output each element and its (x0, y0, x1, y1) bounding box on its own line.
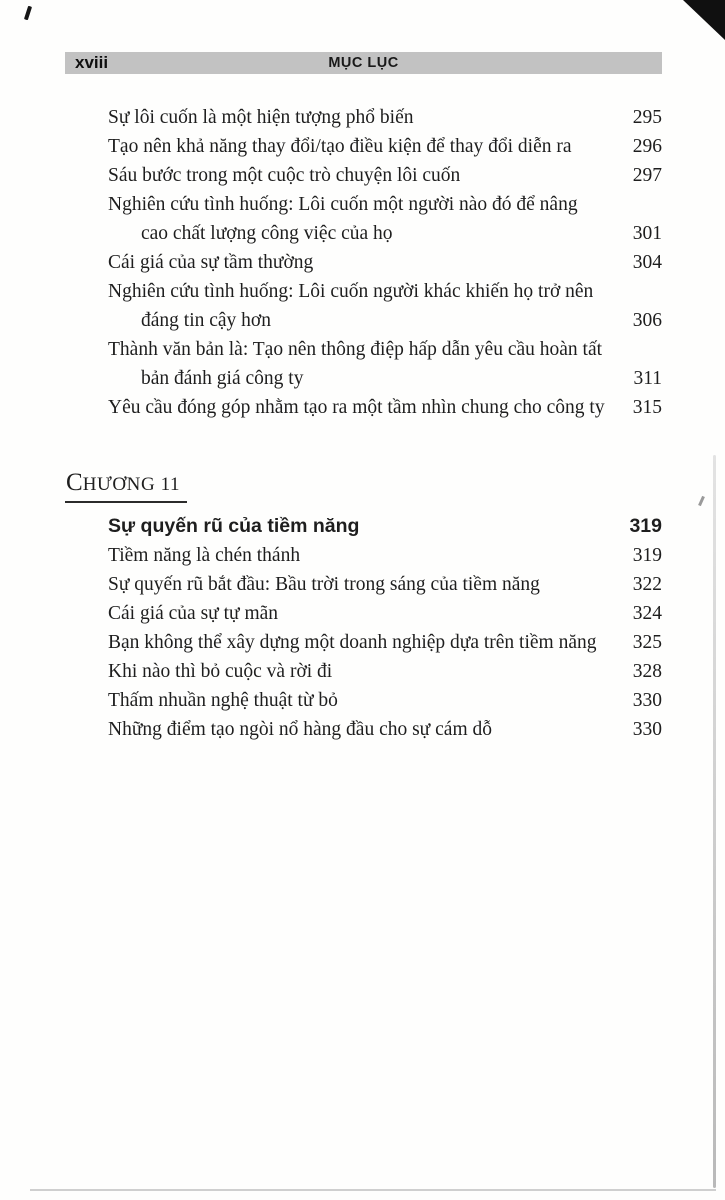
toc-entry-text: Yêu cầu đóng góp nhằm tạo ra một tầm nhìn chung cho công ty (108, 397, 605, 418)
scan-artifact-top-left (24, 6, 32, 21)
toc-entry-page: 304 (632, 252, 662, 273)
chapter-title-page: 319 (629, 515, 662, 537)
page-edge-shadow-bottom (30, 1189, 716, 1191)
toc-entry (65, 628, 662, 657)
table-of-contents (65, 103, 662, 744)
toc-entry-page: 301 (632, 223, 662, 244)
toc-entry-page: 295 (632, 107, 662, 128)
toc-entry-page: 324 (632, 603, 662, 624)
toc-entry-text: Sự quyến rũ bắt đầu: Bầu trời trong sáng của tiềm năng (108, 574, 540, 595)
toc-entry (65, 393, 662, 422)
toc-section-previous-chapter (65, 103, 662, 422)
toc-entry-text: Cái giá của sự tự mãn (108, 603, 279, 624)
page-content (65, 52, 662, 744)
toc-entry-page: 297 (632, 165, 662, 186)
toc-entry (65, 715, 662, 744)
toc-entry-text: Khi nào thì bỏ cuộc và rời đi (108, 661, 333, 682)
toc-entry-text: Nghiên cứu tình huống: Lôi cuốn một người nào đó để nâng cao chất lượng công việc của họ (108, 194, 578, 244)
toc-entry-page: 319 (632, 545, 662, 566)
toc-entry-text: Bạn không thể xây dựng một doanh nghiệp dựa trên tiềm năng (108, 632, 597, 653)
toc-entry (65, 161, 662, 190)
toc-entry (65, 541, 662, 570)
toc-entry-text: Sự lôi cuốn là một hiện tượng phổ biến (108, 107, 414, 128)
toc-entry (65, 335, 662, 393)
header-title: MỤC LỤC (328, 55, 399, 71)
toc-entry-text: Những điểm tạo ngòi nổ hàng đầu cho sự cám dỗ (108, 719, 492, 740)
toc-entry (65, 686, 662, 715)
toc-entry-page: 328 (632, 661, 662, 682)
toc-entry-text: Tiềm năng là chén thánh (108, 545, 301, 566)
toc-entry-text: Nghiên cứu tình huống: Lôi cuốn người khác khiến họ trở nên đáng tin cậy hơn (108, 281, 594, 331)
toc-entry (65, 599, 662, 628)
toc-entry-page: 325 (632, 632, 662, 653)
toc-entry-text: Cái giá của sự tầm thường (108, 252, 314, 273)
chapter-title: Sự quyến rũ của tiềm năng (108, 515, 360, 537)
toc-entry-page: 322 (632, 574, 662, 595)
toc-entry-text: Sáu bước trong một cuộc trò chuyện lôi cuốn (108, 165, 461, 186)
toc-entry-page: 306 (632, 310, 662, 331)
chapter-heading (65, 468, 662, 503)
toc-entry-page: 330 (632, 690, 662, 711)
toc-entry (65, 277, 662, 335)
toc-entry (65, 103, 662, 132)
toc-entry-text: Tạo nên khả năng thay đổi/tạo điều kiện để thay đổi diễn ra (108, 136, 572, 157)
chapter-label-rest: HƯƠNG 11 (82, 474, 181, 495)
toc-entry (65, 570, 662, 599)
toc-entry-page: 315 (632, 397, 662, 418)
chapter-label (65, 468, 187, 503)
toc-entry-page: 311 (633, 368, 662, 389)
toc-entry (65, 190, 662, 248)
toc-entry (65, 248, 662, 277)
toc-entry-text: Thành văn bản là: Tạo nên thông điệp hấp dẫn yêu cầu hoàn tất bản đánh giá công ty (108, 339, 603, 389)
chapter-title-row (65, 512, 662, 541)
scan-artifact-top-right (683, 0, 725, 40)
toc-section-chapter-11 (65, 512, 662, 744)
page-edge-shadow-right (713, 455, 716, 1188)
scan-speck (698, 496, 705, 506)
toc-entry-page: 330 (632, 719, 662, 740)
toc-entry (65, 657, 662, 686)
toc-entry-text: Thấm nhuần nghệ thuật từ bỏ (108, 690, 338, 711)
page-number: xviii (75, 53, 109, 72)
chapter-label-initial: C (66, 469, 83, 496)
toc-entry-page: 296 (632, 136, 662, 157)
toc-entry (65, 132, 662, 161)
running-header (65, 52, 662, 74)
